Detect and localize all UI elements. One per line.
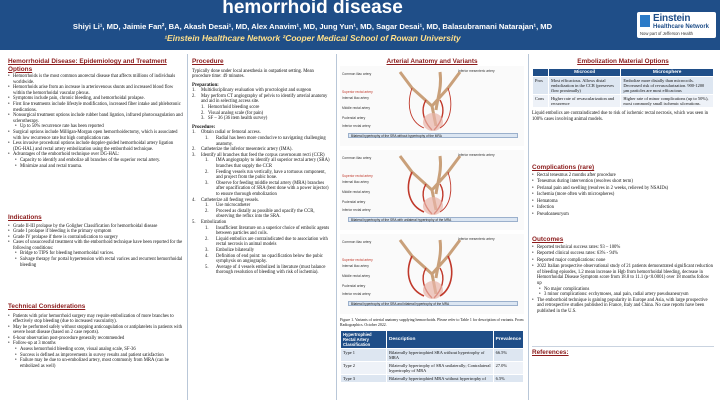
procedure-section xyxy=(192,58,332,276)
table-cell: Bilaterally hypertrophied SRA without hypertrophy of MRA xyxy=(387,349,494,362)
column-header: Hypertrophied Rectal Artery Classification xyxy=(341,331,387,349)
list-item: • The emborrhoid technique is gaining popularity in Europe and Asia, with large prospective and retrospective studies published in France, Italy and China. No case reports have been published in the U.S. xyxy=(532,298,714,315)
section-heading: Procedure xyxy=(192,58,224,65)
label-ira: Inferior rectal artery xyxy=(342,124,371,128)
affiliations: ¹Einstein Healthcare Network ²Cooper Medical School of Rowan University xyxy=(164,33,461,43)
technical-section xyxy=(8,303,184,369)
list-item: • Symptoms include pain, chronic bleeding, and hemorrhoidal prolapse. xyxy=(8,96,184,102)
list-item: 1. Use microcatheter xyxy=(205,203,251,209)
table-cell: Bilaterally hypertrophied MRA without hypertrophy of xyxy=(387,375,494,383)
label-common-iliac: Common iliac artery xyxy=(342,72,372,76)
procedure-intro: Typically done under local anesthesia in outpatient setting. Mean procedure time: 49 minutes. xyxy=(192,68,314,80)
section-heading: Hemorrhoidal Disease: Epidemiology and Treatment Options xyxy=(8,58,167,73)
table-cell: Type 2 xyxy=(341,362,387,375)
list-item: 5. Embolization xyxy=(192,219,227,225)
section-heading: Arterial Anatomy and Variants xyxy=(386,58,478,65)
list-item: 1. Obtain radial or femoral access. xyxy=(192,130,261,136)
logo-name: Einstein xyxy=(653,13,691,24)
caption-text: Figure 1. Variants of arterial anatomy supplying hemorrhoids. Please refer to Table 1 for description of variants. From Radiographics. October 2022. xyxy=(340,318,524,327)
label-pudendal: Pudendal artery xyxy=(342,200,366,204)
column-header xyxy=(533,68,549,76)
table-cell: Pros xyxy=(533,76,549,94)
list-item: • Success is defined as improvements in survey results and patient satisfaction xyxy=(8,353,184,359)
table-cell: Type 3 xyxy=(341,375,387,383)
anatomy-heading-wrap xyxy=(340,58,524,66)
label-common-iliac: Common iliac artery xyxy=(342,240,372,244)
list-item: • Assess hemorrhoid bleeding score, visual analog scale, SF-36 xyxy=(8,347,184,353)
label-mra: Middle rectal artery xyxy=(342,190,371,194)
list-item: 5. Average of 4 vessels embolized in literature (must balance thorough resolution of bleeding with risk of ischemia). xyxy=(205,264,326,276)
list-item: • Failure may be due to un-embolized artery, most commonly from MRA (can be embolized as well) xyxy=(8,358,184,369)
panel-1-title: Bilateral hypertrophy of the SRA without hypertrophy of the MRA xyxy=(348,133,518,138)
list-item: 1. Radial has been more conducive to navigating challenging anatomy. xyxy=(205,136,326,147)
anatomy-panel-3 xyxy=(340,234,524,314)
table-row xyxy=(341,362,524,375)
list-item: • Hematoma xyxy=(532,199,714,205)
section-heading: Indications xyxy=(8,214,42,221)
label-ima: Inferior mesenteric artery xyxy=(458,237,495,241)
table-cell: Bilaterally hypertrophy of SRA unilaterally; Contralateral hypertrophy of MRA xyxy=(387,362,494,375)
list-item: • Up to 50% recurrence rate has been reported xyxy=(8,124,184,130)
list-item: • Bridge to TIPS for bleeding hemorrhoidal varices. xyxy=(8,251,184,257)
table-cell: Higher rate of revascularization and recurrence xyxy=(549,94,621,107)
list-item: • Surgical options include Milligan-Morgan open hemorrhoidectomy, which is associated with low recurrence rate but high complication rate. xyxy=(8,130,184,141)
list-item: • Minimize anal and rectal trauma. xyxy=(8,164,184,170)
list-item: • Follow-up at 3 months xyxy=(8,341,184,347)
list-item: • Capacity to identify and embolize all branches of the superior rectal artery. xyxy=(8,158,184,164)
table-cell: 6.5% xyxy=(493,375,523,383)
label-common-iliac: Common iliac artery xyxy=(342,156,372,160)
list-item: • Hemorrhoids arise from an increase in arteriovenous shunts and increased blood flow within the hemorrhoidal vascular plexus. xyxy=(8,85,184,96)
procedure-steps-heading: Procedure: xyxy=(192,124,216,130)
column-header: Microsphere xyxy=(621,68,714,76)
label-ima: Inferior mesenteric artery xyxy=(458,153,495,157)
table-header-row xyxy=(533,68,714,76)
list-item: • Nonsurgical treatment options include rubber band ligation, infrared photocoagulation and sclerotherapy. xyxy=(8,113,184,124)
list-item: 2. Liquid embolics are contraindicated due to association with rectal necrosis in animal models xyxy=(205,236,328,248)
list-item: • Perianal pain and swelling (resolves in 2 weeks, relieved by NSAIDs) xyxy=(532,186,714,192)
section-heading: Technical Considerations xyxy=(8,303,86,310)
list-item: • Patients with prior hemorrhoid surgery may require embolization of more branches to effectively stop bleeding (due to increased vascularity). xyxy=(8,314,184,325)
embolization-table xyxy=(532,68,714,108)
label-ira: Inferior rectal artery xyxy=(342,208,371,212)
embolization-note: Liquid embolics are contraindicated due to risk of ischemic rectal necrosis, which was seen in 100% cases involving animal models. xyxy=(532,110,709,122)
list-item: • Grade IV prolapse if there is contraindication to surgery xyxy=(8,235,184,241)
label-ima: Inferior mesenteric artery xyxy=(458,69,495,73)
classification-table-wrap xyxy=(340,330,524,383)
einstein-logo xyxy=(637,12,716,38)
list-item: • 3 minor complications: ecchymoses, anal pain, radial artery pseudoaneurysm xyxy=(532,292,714,298)
author-list: Shiyi Li¹, MD, Jaimie Fan², BA, Akash Desai¹, MD, Alex Anavim¹, MD, Jung Yun¹, MD, Sagar Desai¹, MD, Balasubramani Natarajan¹, MD xyxy=(72,22,553,31)
list-item: • Advantages of the emborrhoid technique over DG-HAL: xyxy=(8,152,184,158)
poster-header xyxy=(0,0,720,50)
table-cell: 27.0% xyxy=(493,362,523,375)
section-heading: Embolization Material Options xyxy=(577,58,669,65)
section-heading: References: xyxy=(532,349,569,356)
section-heading: Outcomes xyxy=(532,236,564,243)
list-item: • Cases of unsuccessful treatment with the emborrhoid technique have been reported for the following conditions: xyxy=(8,240,184,251)
references-section xyxy=(532,346,714,400)
table-cell: Cons xyxy=(533,94,549,107)
preparation-heading: Preparation: xyxy=(192,82,219,88)
table-cell: Higher rate of minor complications (up to 50%), most commonly small ischemic ulcerations. xyxy=(621,94,714,107)
label-internal-iliac: Internal iliac artery xyxy=(342,180,369,184)
column-divider xyxy=(187,54,188,400)
list-item: • Hemorrhoids is the most common anorectal disease that affects millions of individuals worldwide. xyxy=(8,74,184,85)
figure-caption xyxy=(340,318,524,327)
label-mra: Middle rectal artery xyxy=(342,106,371,110)
list-item: 2. Visual analog scale (for pain) xyxy=(201,110,264,116)
arterial-anatomy-figure xyxy=(340,66,524,316)
panel-3-title: Bilateral hypertrophy of the SRA and bilateral hypertrophy of the MRA xyxy=(348,301,518,306)
list-item: 3. Identify all branches that feed the corpus cavernosum recti (CCR) xyxy=(192,152,325,158)
label-sra: Superior rectal artery xyxy=(342,174,373,178)
poster-title: hemorrhoid disease xyxy=(222,0,403,18)
complications-section xyxy=(532,164,714,219)
label-internal-iliac: Internal iliac artery xyxy=(342,264,369,268)
label-internal-iliac: Internal iliac artery xyxy=(342,96,369,100)
list-item: 2. Feeding vessels run vertically, have a tortuous component, and project from the pubic bone. xyxy=(205,169,326,181)
list-item: • Grade I prolapse if bleeding is the primary symptom xyxy=(8,229,184,235)
label-ira: Inferior rectal artery xyxy=(342,292,371,296)
indications-section xyxy=(8,214,184,268)
label-sra: Superior rectal artery xyxy=(342,258,373,262)
list-item: 1. Insufficient literature on a superior choice of embolic agents between particles and coils. xyxy=(205,225,330,237)
list-item: • Grade II-III prolapse by the Goligher Classification for hemorrhoidal disease xyxy=(8,224,184,230)
list-item: • 2022 Italian prospective observational study of 21 patients demonstrated significant reduction of bleeding episodes, 1.2 mean increase in Hgb from hemorrhoidal bleeding, decrease in Hemorrhoidal Disease Symptom score from 18.8 to 11.1 (p<0.0001) over 18 months follow up xyxy=(532,264,714,286)
list-item: • Reported major complications: none xyxy=(532,258,714,264)
list-item: 3. SF – 36 (36 item health survey) xyxy=(201,116,268,122)
embolization-section xyxy=(532,58,714,122)
anatomy-panel-1 xyxy=(340,66,524,146)
table-cell: Type 1 xyxy=(341,349,387,362)
list-item: • Salvage therapy for portal hypertension with rectal varices and recurrent hemorrhoidal bleeding xyxy=(8,257,184,268)
list-item: 2. Catheterize the inferior mesenteric artery (IMA). xyxy=(192,147,293,153)
list-item: 2. Proceed as distally as possible and opacify the CCR, observing the reflux into the SRA. xyxy=(205,208,315,220)
table-cell: Embolize more distally than microcoils. Decreased risk of revascularization. 900-1200 µm particles are most efficacious xyxy=(621,76,714,94)
list-item: • 6-hour observation post-procedure generally recommended xyxy=(8,336,184,342)
column-header: Prevalence xyxy=(493,331,523,349)
table-row xyxy=(341,349,524,362)
list-item: 1. Hemorrhoid bleeding score xyxy=(201,105,260,111)
column-header: Microcoil xyxy=(549,68,621,76)
table-cell: 66.5% xyxy=(493,349,523,362)
anatomy-panel-2 xyxy=(340,150,524,230)
table-header-row xyxy=(341,331,524,349)
logo-subtitle: Now part of Jefferson Health xyxy=(640,31,693,36)
logo-name2: Healthcare Network xyxy=(653,24,710,30)
classification-table xyxy=(340,330,524,383)
panel-2-title: Bilateral hypertrophy of the SRA with unilateral hypertrophy of the MRA xyxy=(348,217,518,222)
list-item: • Reported technical success rates: 93 – 100% xyxy=(532,245,714,251)
column-header: Description xyxy=(387,331,494,349)
column-divider xyxy=(528,54,529,400)
list-item: • No major complications xyxy=(532,287,714,293)
table-row xyxy=(533,94,714,107)
list-item: • Infection xyxy=(532,205,714,211)
list-item: • Tenesmus during intervention (resolves short term) xyxy=(532,179,714,185)
list-item: 4. Catheterize all feeding vessels. xyxy=(192,197,260,203)
table-row xyxy=(341,375,524,383)
list-item: 3. Observe for feeding middle rectal artery (MRA) branches after opacification of SRA (best done with a power injector) to ensure thorough embolization xyxy=(205,180,329,197)
list-item: • May be performed safely without stopping anticoagulation or antiplatelets in patients with severe heart disease (based on 2 case reports). xyxy=(8,325,184,336)
label-pudendal: Pudendal artery xyxy=(342,116,366,120)
list-item: • Rectal tenesmus 2 months after procedure xyxy=(532,173,714,179)
list-item: • Less invasive procedural options include doppler-guided hemorrhoidal artery ligation (DG-HAL) and rectal artery embolization using the emborrhoid technique. xyxy=(8,141,184,152)
list-item: • Ischemia (more often with microspheres) xyxy=(532,192,714,198)
table-row xyxy=(533,76,714,94)
outcomes-section xyxy=(532,236,714,315)
list-item: 4. Definition of end point: no opacification below the pubic symphysis on angiography. xyxy=(205,253,324,265)
label-sra: Superior rectal artery xyxy=(342,90,373,94)
label-pudendal: Pudendal artery xyxy=(342,284,366,288)
list-item: • Pseudoaneurysm xyxy=(532,212,714,218)
list-item: • First line treatments include lifestyle modification, increased fiber intake and phlebotonic medications. xyxy=(8,102,184,113)
list-item: 3. Embolize bilaterally xyxy=(205,247,255,253)
list-item: 1. Multidisciplinary evaluation with proctologist and surgeon xyxy=(192,88,312,94)
list-item: • Reported clinical success rates: 63% - 94% xyxy=(532,251,714,257)
section-heading: Complications (rare) xyxy=(532,164,595,171)
column-divider xyxy=(336,54,337,400)
list-item: 1. IMA angiography to identify all superior rectal artery (SRA) branches that supply the CCR xyxy=(205,158,330,169)
label-mra: Middle rectal artery xyxy=(342,274,371,278)
table-cell: Most efficacious. Allows distal embolization in the CCR (preserves flow proximally) xyxy=(549,76,621,94)
epidemiology-section xyxy=(8,58,184,169)
logo-mark-icon xyxy=(640,15,650,27)
list-item: 2. May perform CT angiography of pelvis to identify arterial anatomy and aid in selecting access site. xyxy=(192,93,328,105)
